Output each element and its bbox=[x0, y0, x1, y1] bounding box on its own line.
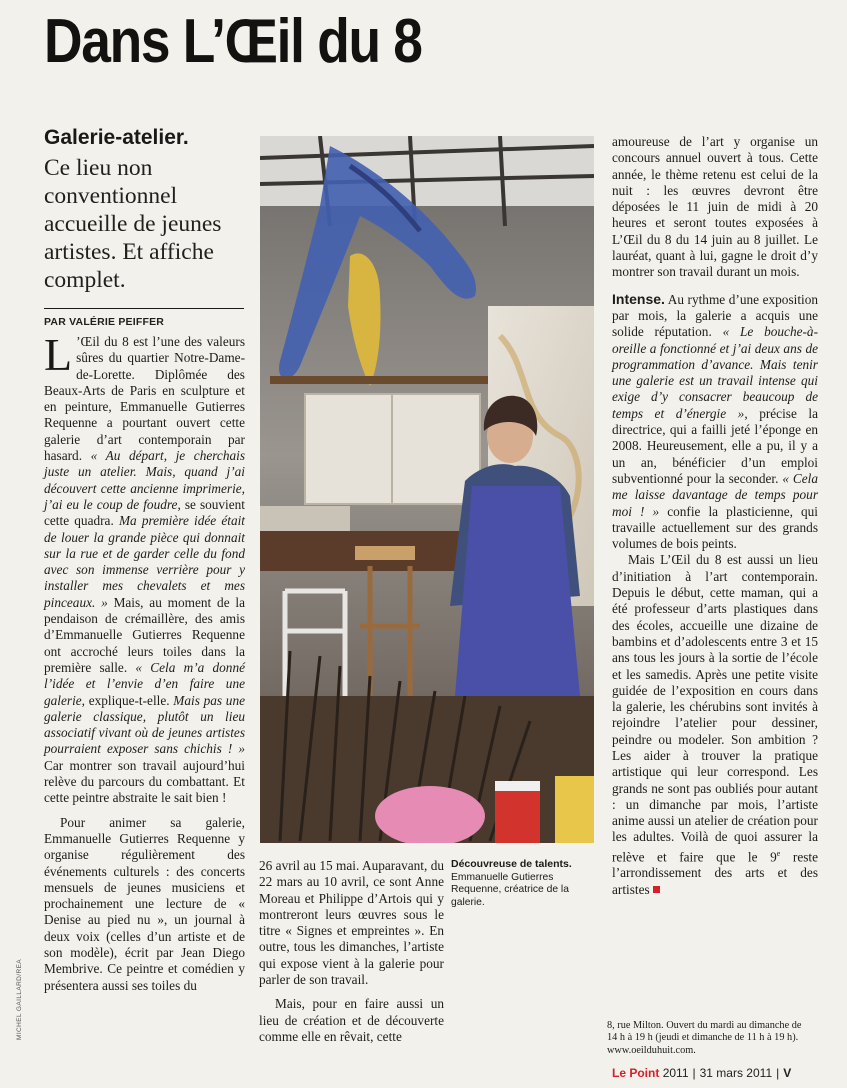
article-paragraph: Intense. Au rythme d’une exposition par mois, la galerie a acquis une solide réputation. « Le bouche-à-oreille a fonctionné et j’ai deux ans de programmation d’avance. Mais tenir une galerie est un travail intense qui exige d’y consacrer beaucoup de temps et d’énergie », précise la directrice, qui a failli jeté l’éponge en 2008. Heureusement, elle a pu, il y a un an, bénéficier d’un emploi subventionné pour la seconder. « Cela me laisse davantage de temps pour moi ! » confie la plasticienne, qui travaille actuellement sur des grands volumes de bois peints. bbox=[612, 290, 819, 552]
end-of-article-icon bbox=[653, 886, 660, 893]
caption-title: Découvreuse de talents. bbox=[451, 858, 572, 870]
byline-rule bbox=[44, 308, 244, 309]
page-footer: Le Point 2011 | 31 mars 2011 | V bbox=[612, 1066, 792, 1080]
caption-text: Emmanuelle Gutierres Requenne, créatrice de la galerie. bbox=[451, 871, 569, 908]
article-paragraph: Mais, pour en faire aussi un lieu de création et de découverte comme elle en rêvait, cette bbox=[259, 996, 444, 1044]
photo-illustration bbox=[260, 136, 594, 843]
page-number: V bbox=[783, 1066, 792, 1080]
article-column-1 bbox=[44, 329, 245, 994]
article-column-2 bbox=[259, 858, 463, 1045]
article-paragraph: amoureuse de l’art y organise un concours annuel ouvert à tous. Cette année, le thème retenu est celui de la nuit : les œuvres devront être déposées le 11 juin de midi à 20 heures et seront toutes exposées à L’Œil du 8 du 14 juin au 8 juillet. Le lauréat, quant à lui, gagne le droit d’y montrer son travail durant un mois. bbox=[612, 134, 818, 280]
article-paragraph: Mais L’Œil du 8 est aussi un lieu d’initiation à l’art contemporain. Depuis le début, cette maman, qui a été professeur d’arts plastiques dans des écoles, accueille une dizaine de bambins et d’adolescents entre 3 et 15 ans tous les jours à la sortie de l’école et les samedis. Après une petite visite guidée de l’exposition en cours dans la galerie, les chérubins sont invités à rejoindre l’atelier pour dessiner, peindre ou modeler. Son ambition ? Les aider à trouver la pratique artistique qui leur correspond. Les grands ne sont pas oubliés pour autant : un dimanche par mois, l’artiste anime aussi un atelier de création pour les adultes. Voilà de quoi assurer la relève et faire que le 9e reste l’arrondissement des arts et des artistes bbox=[612, 552, 818, 897]
photo-caption bbox=[451, 858, 591, 909]
headline: Dans L’Œil du 8 bbox=[44, 7, 422, 76]
byline: PAR VALÉRIE PEIFFER bbox=[44, 316, 165, 328]
article-paragraph: L ’Œil du 8 est l’une des valeurs sûres du quartier Notre-Dame-de-Lorette. Diplômée des Beaux-Arts de Paris en sculpture et en peinture, Emmanuelle Gutierres Requenne a pourtant ouvert cette galerie d’art contemporain par hasard. « Au départ, je cherchais juste un atelier. Mais, quand j’ai découvert cette ancienne imprimerie, j’ai eu le coup de foudre, se souvient cette quadra. Ma première idée était de louer la grande pièce qui donnait sur la rue et de garder celle du fond avec son immense verrière pour y installer mes chevalets et mes pinceaux. » Mais, au moment de la pendaison de crémaillère, des amis d’Emmanuelle Gutierres Requenne ont accroché leurs toiles dans la première salle. « Cela m’a donné l’idée et l’envie d’en faire une galerie, explique-t-elle. Mais pas une galerie classique, plutôt un lieu associatif vivant où de jeunes artistes pourraient exposer sans chichis ! » Car montrer son travail aujourd’hui relève du parcours du combattant. Et cette peintre abstraite le sait bien ! bbox=[44, 329, 245, 806]
magazine-brand: Le Point bbox=[612, 1066, 660, 1080]
practical-info bbox=[607, 1020, 812, 1057]
deck: Ce lieu non conventionnel accueille de jeunes artistes. Et affiche complet. bbox=[44, 155, 222, 293]
info-text: 8, rue Milton. Ouvert du mardi au dimanche de 14 h à 19 h (jeudi et dimanche de 11 h à 19 h). www.oeilduhuit.com. bbox=[607, 1020, 802, 1056]
photo-credit: MICHEL GAILLARD/REA bbox=[16, 958, 23, 1040]
article-column-3 bbox=[612, 134, 818, 898]
section-lead-in: Intense. bbox=[612, 290, 665, 307]
gallery-photo bbox=[260, 136, 594, 843]
article-paragraph: 26 avril au 15 mai. Auparavant, du 22 mars au 10 avril, ce sont Anne Moreau et Philippe d’Artois qui y montreront leurs œuvres sous le titre « Signes et empreintes ». En outre, tous les dimanches, l’artiste qui expose vient à la galerie pour parler de son travail. bbox=[259, 858, 444, 988]
footer-date: 31 mars 2011 bbox=[699, 1066, 773, 1080]
footer-issue: 2011 bbox=[662, 1066, 689, 1080]
drop-cap: L bbox=[44, 329, 73, 380]
kicker: Galerie-atelier. bbox=[44, 126, 189, 149]
article-paragraph: Pour animer sa galerie, Emmanuelle Gutierres Requenne y organise régulièrement des événements culturels : des concerts mensuels de jeunes musiciens et prochainement une lecture de « Denise au pied nu », un journal à deux voix (celles d’un artiste et de son modèle), écrit par Jean Diego Membrive. Ce peintre et comédien y présentera aussi ses toiles du bbox=[44, 814, 245, 993]
